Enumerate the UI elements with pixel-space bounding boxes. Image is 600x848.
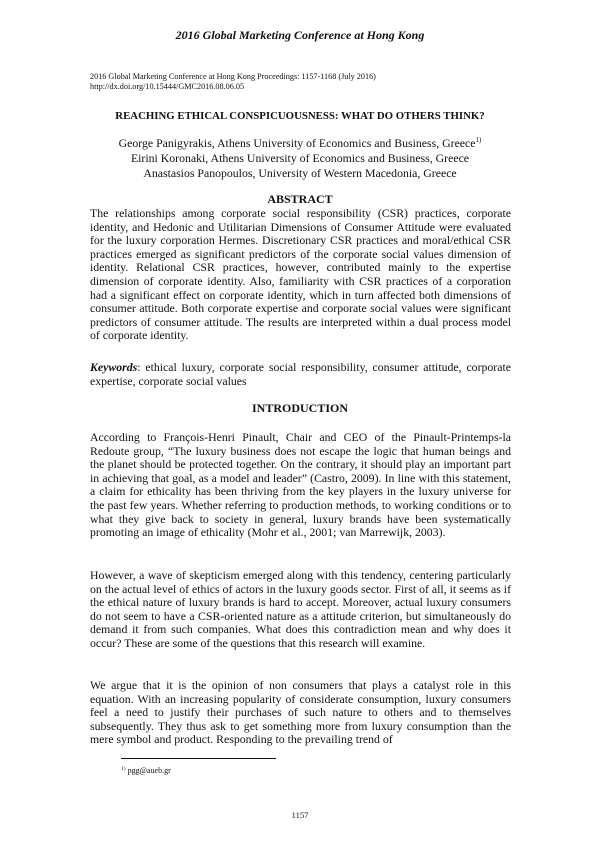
footnote-marker: 1) bbox=[121, 766, 126, 772]
proceedings-info bbox=[90, 72, 510, 92]
footnote-email[interactable]: pgg@aueb.gr bbox=[125, 766, 171, 775]
page-number: 1157 bbox=[291, 810, 309, 820]
doi-link[interactable]: http://dx.doi.org/10.15444/GMC2016.08.06.05 bbox=[90, 82, 245, 91]
abstract-text: The relationships among corporate social responsibility (CSR) practices, corporate identity, and Hedonic and Utilitarian Dimensions of Consumer Attitude were evaluated for the luxury corporation Hermes. Discretionary CSR practices and moral/ethical CSR practices emerged as significant predictors of the corporate social values dimension of identity. Relational CSR practices, however, contributed mainly to the expertise dimension of corporate identity. Also, familiarity with CSR practices of a corporation had a significant effect on corporate identity, which in turn affected both dimensions of consumer attitude. Both corporate expertise and corporate social values were significant predictors of consumer attitude. The results are interpreted within a dual process model of corporate identity. bbox=[90, 206, 511, 343]
author-list bbox=[0, 136, 600, 181]
body-paragraph: We argue that it is the opinion of non consumers that plays a catalyst role in this equation. With an increasing popularity of considerate consumption, luxury consumers feel a need to justify their purchases of such nature to others and to themselves subsequently. They thus ask to get something more from luxury consumption than the mere symbol and product. Responding to the prevailing trend of bbox=[90, 678, 511, 747]
author-line: Eirini Koronaki, Athens University of Economics and Business, Greece bbox=[130, 151, 470, 165]
paper-title: REACHING ETHICAL CONSPICUOUSNESS: WHAT DO OTHERS THINK? bbox=[115, 110, 485, 122]
keywords-label: Keywords bbox=[90, 360, 138, 374]
abstract-heading: ABSTRACT bbox=[267, 192, 333, 206]
body-paragraph: However, a wave of skepticism emerged along with this tendency, centering particularly on the actual level of ethics of actors in the luxury goods sector. First of all, it seems as if the ethical nature of luxury brands is hard to accept. Moreover, actual luxury consumers do not seem to have a CSR-oriented nature as a attitude criterion, but simultaneously do demand it from such companies. What does this contradiction mean and why does it occur? These are some of the questions that this research will examine. bbox=[90, 568, 511, 650]
author-line: Anastasios Panopoulos, University of Western Macedonia, Greece bbox=[143, 166, 457, 180]
introduction-heading: INTRODUCTION bbox=[251, 401, 348, 415]
author-name: George Panigyrakis, Athens University of Economics and Business, Greece bbox=[118, 136, 476, 150]
author-line bbox=[0, 136, 600, 151]
proceedings-citation: 2016 Global Marketing Conference at Hong Kong Proceedings: 1157-1168 (July 2016) bbox=[90, 72, 376, 81]
conference-header: 2016 Global Marketing Conference at Hong Kong bbox=[175, 28, 425, 42]
footnote bbox=[121, 766, 171, 775]
footnote-marker: 1) bbox=[475, 136, 482, 144]
keywords bbox=[90, 361, 511, 388]
keywords-text: : ethical luxury, corporate social responsibility, consumer attitude, corporate expertise, corporate social values bbox=[90, 360, 511, 388]
footnote-divider bbox=[121, 758, 276, 759]
body-paragraph: According to François-Henri Pinault, Chair and CEO of the Pinault-Printemps-la Redoute group, “The luxury business does not escape the logic that human beings and the planet should be protected together. On the contrary, it should play an important part in achieving that goal, as a model and leader” (Castro, 2009). In line with this statement, a claim for ethicality has been thriving from the key players in the luxury universe for the past few years. Whether referring to production methods, to working conditions or to what they give back to society in general, luxury brands have been systematically promoting an image of ethicality (Mohr et al., 2001; van Marrewijk, 2003). bbox=[90, 430, 511, 540]
